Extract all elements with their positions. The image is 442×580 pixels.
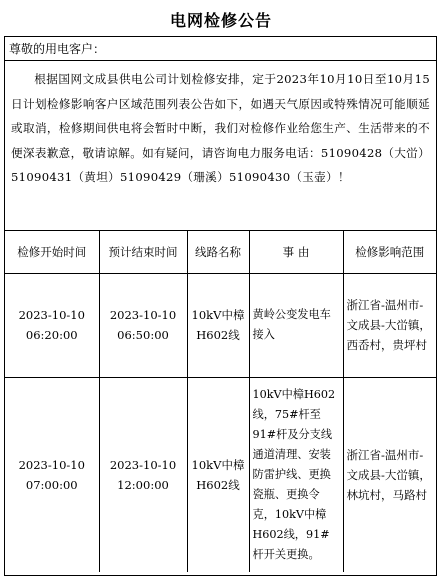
header-start-time: 检修开始时间 [5,231,99,273]
cell-start-time: 2023-10-10 06:20:00 [5,273,99,377]
table-header-row [5,231,436,273]
announcement-sheet [4,36,437,576]
header-line-name: 线路名称 [187,231,249,273]
cell-scope: 浙江省-温州市-文成县-大峃镇，西岙村，贵坪村 [343,273,436,377]
header-end-time: 预计结束时间 [99,231,187,273]
cell-line-name: 10kV中樟H602线 [187,273,249,377]
cell-scope: 浙江省-温州市-文成县-大峃镇，林坑村，马路村 [343,377,436,572]
cell-end-time: 2023-10-10 06:50:00 [99,273,187,377]
greeting: 尊敬的用电客户： [5,37,436,61]
cell-start-time: 2023-10-10 07:00:00 [5,377,99,572]
cell-reason: 10kV中樟H602线，75#杆至91#杆及分支线通道清理、安装防雷护线、更换瓷瓶、更换令克，10kV中樟H602线，91#杆开关更换。 [249,377,343,572]
cell-line-name: 10kV中樟H602线 [187,377,249,572]
table-row [5,273,436,377]
cell-reason: 黄岭公变发电车接入 [249,273,343,377]
header-reason: 事 由 [249,231,343,273]
table-row [5,377,436,572]
page-title: 电网检修公告 [169,11,272,30]
outage-table [5,231,436,572]
notice-paragraph: 根据国网文成县供电公司计划检修安排，定于2023年10月10日至10月15日计划检修影响客户区域范围列表公告如下，如遇天气原因或特殊情况可能顺延或取消，检修期间供电将会暂时中断，我们对检修作业给您生产、生活带来的不便深表歉意，敬请谅解。如有疑问，请咨询电力服务电话：51090428（大峃）51090431（黄坦）51090429（珊溪）51090430（玉壶）！ [5,61,436,231]
header-scope: 检修影响范围 [343,231,436,273]
cell-end-time: 2023-10-10 12:00:00 [99,377,187,572]
